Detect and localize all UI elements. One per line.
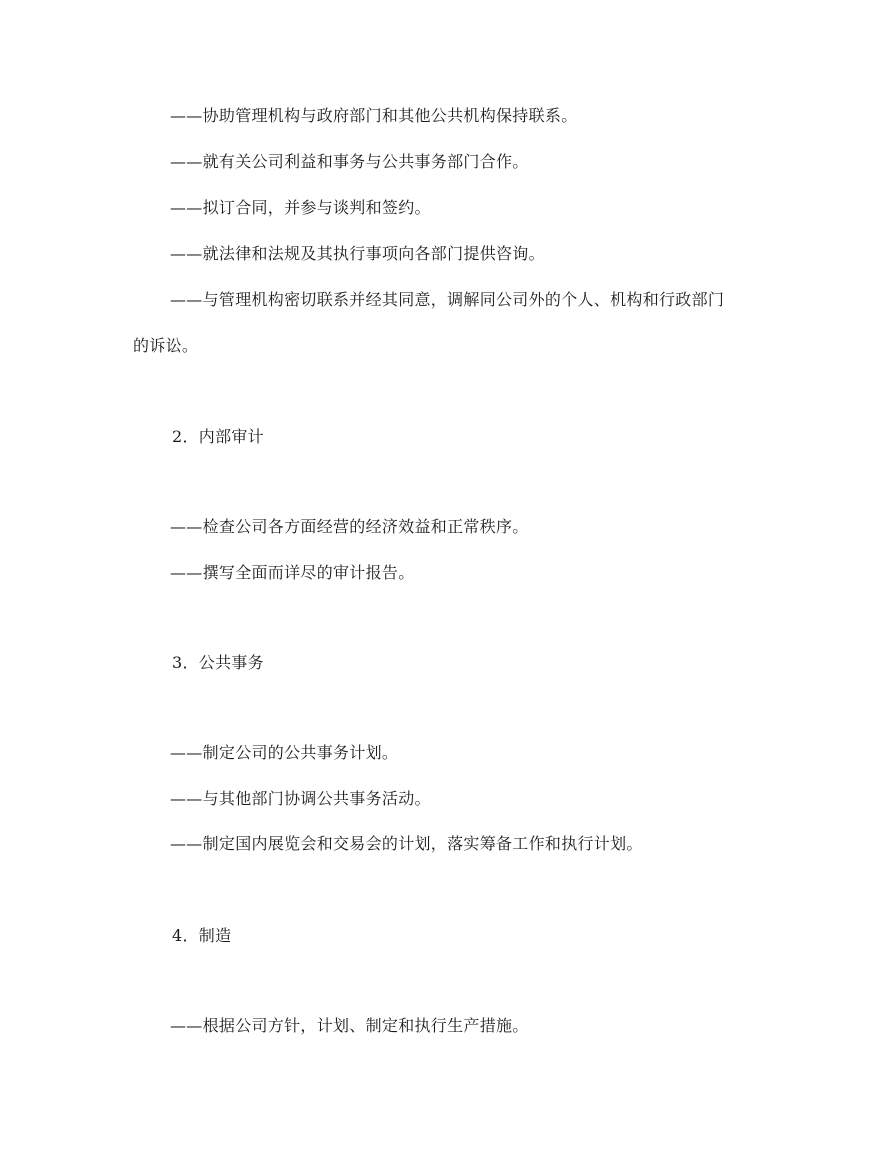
section-heading-manufacturing: 4．制造 bbox=[172, 926, 232, 945]
list-item: ——撰写全面而详尽的审计报告。 bbox=[170, 563, 415, 582]
list-item: ——拟订合同，并参与谈判和签约。 bbox=[170, 198, 431, 217]
list-item-continuation: 的诉讼。 bbox=[133, 336, 199, 355]
section-heading-public-affairs: 3．公共事务 bbox=[172, 653, 264, 672]
list-item: ——根据公司方针，计划、制定和执行生产措施。 bbox=[170, 1016, 529, 1035]
list-item: ——与管理机构密切联系并经其同意，调解同公司外的个人、机构和行政部门 bbox=[170, 290, 725, 309]
list-item: ——就法律和法规及其执行事项向各部门提供咨询。 bbox=[170, 244, 545, 263]
section-heading-internal-audit: 2．内部审计 bbox=[172, 427, 264, 446]
list-item: ——与其他部门协调公共事务活动。 bbox=[170, 789, 431, 808]
list-item: ——制定国内展览会和交易会的计划，落实筹备工作和执行计划。 bbox=[170, 834, 643, 853]
list-item: ——检查公司各方面经营的经济效益和正常秩序。 bbox=[170, 517, 529, 536]
list-item: ——就有关公司利益和事务与公共事务部门合作。 bbox=[170, 152, 529, 171]
list-item: ——制定公司的公共事务计划。 bbox=[170, 743, 399, 762]
list-item: ——协助管理机构与政府部门和其他公共机构保持联系。 bbox=[170, 106, 578, 125]
